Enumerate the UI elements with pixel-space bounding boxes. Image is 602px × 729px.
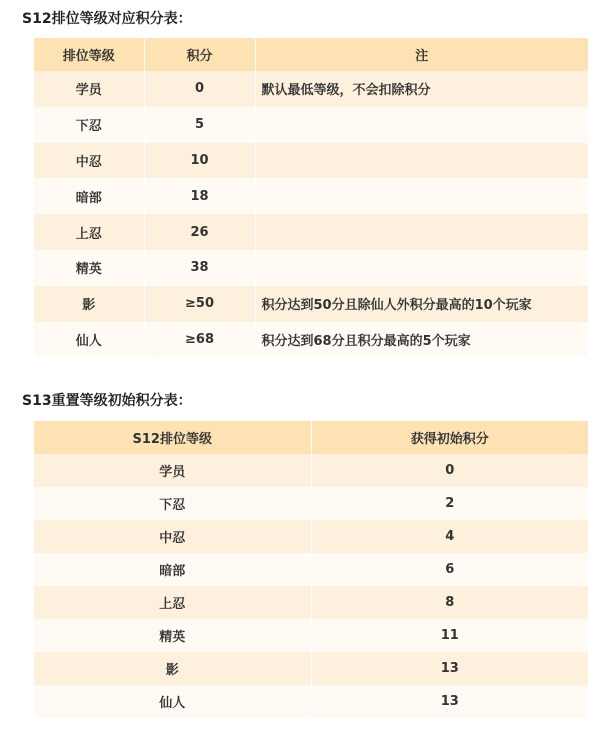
rank-cell: 仙人 — [34, 685, 311, 718]
rank-cell: 暗部 — [34, 553, 311, 586]
note-cell — [255, 250, 588, 286]
points-cell: 13 — [311, 652, 588, 685]
table1-title: S12排位等级对应积分表： — [22, 11, 192, 27]
table-row — [34, 178, 588, 214]
table-row — [34, 286, 588, 322]
rank-cell: 中忍 — [34, 520, 311, 553]
rank-cell: 影 — [34, 286, 144, 322]
rank-cell: 暗部 — [34, 178, 144, 214]
points-cell: 38 — [144, 250, 255, 286]
header-points: 积分 — [144, 38, 255, 71]
rank-cell: 上忍 — [34, 214, 144, 250]
table-row — [34, 487, 588, 520]
points-cell: ≥50 — [144, 286, 255, 322]
points-cell: 2 — [311, 487, 588, 520]
table-row — [34, 71, 588, 107]
table2-title: S13重置等级初始积分表： — [22, 393, 192, 409]
note-cell — [255, 214, 588, 250]
points-cell: 0 — [311, 454, 588, 487]
table-row — [34, 652, 588, 685]
note-cell — [255, 107, 588, 143]
note-cell — [255, 178, 588, 214]
rank-cell: 中忍 — [34, 143, 144, 179]
note-cell: 积分达到50分且除仙人外积分最高的10个玩家 — [255, 286, 588, 322]
table-row — [34, 685, 588, 718]
points-cell: 26 — [144, 214, 255, 250]
note-cell: 积分达到68分且积分最高的5个玩家 — [255, 322, 588, 358]
rank-cell: 精英 — [34, 619, 311, 652]
rank-cell: 下忍 — [34, 487, 311, 520]
rank-cell: 仙人 — [34, 322, 144, 358]
points-cell: 11 — [311, 619, 588, 652]
header-note: 注 — [255, 38, 588, 71]
table-header-row — [34, 421, 588, 454]
table-row — [34, 520, 588, 553]
initial-points-table — [34, 421, 588, 718]
table-row — [34, 143, 588, 179]
table-row — [34, 586, 588, 619]
rank-cell: 下忍 — [34, 107, 144, 143]
table-row — [34, 214, 588, 250]
rank-cell: 精英 — [34, 250, 144, 286]
rank-cell: 学员 — [34, 71, 144, 107]
points-cell: ≥68 — [144, 322, 255, 358]
header-initial-points: 获得初始积分 — [311, 421, 588, 454]
table-row — [34, 454, 588, 487]
rank-cell: 上忍 — [34, 586, 311, 619]
table-row — [34, 553, 588, 586]
table-header-row — [34, 38, 588, 71]
header-rank: 排位等级 — [34, 38, 144, 71]
rank-cell: 影 — [34, 652, 311, 685]
note-cell: 默认最低等级，不会扣除积分 — [255, 71, 588, 107]
points-cell: 4 — [311, 520, 588, 553]
points-cell: 10 — [144, 143, 255, 179]
points-cell: 18 — [144, 178, 255, 214]
table-row — [34, 107, 588, 143]
rank-cell: 学员 — [34, 454, 311, 487]
note-cell — [255, 143, 588, 179]
table-row — [34, 322, 588, 358]
points-cell: 5 — [144, 107, 255, 143]
table-row — [34, 619, 588, 652]
points-cell: 8 — [311, 586, 588, 619]
points-cell: 6 — [311, 553, 588, 586]
points-cell: 0 — [144, 71, 255, 107]
header-s12-rank: S12排位等级 — [34, 421, 311, 454]
table-row — [34, 250, 588, 286]
rank-points-table — [34, 38, 588, 357]
points-cell: 13 — [311, 685, 588, 718]
